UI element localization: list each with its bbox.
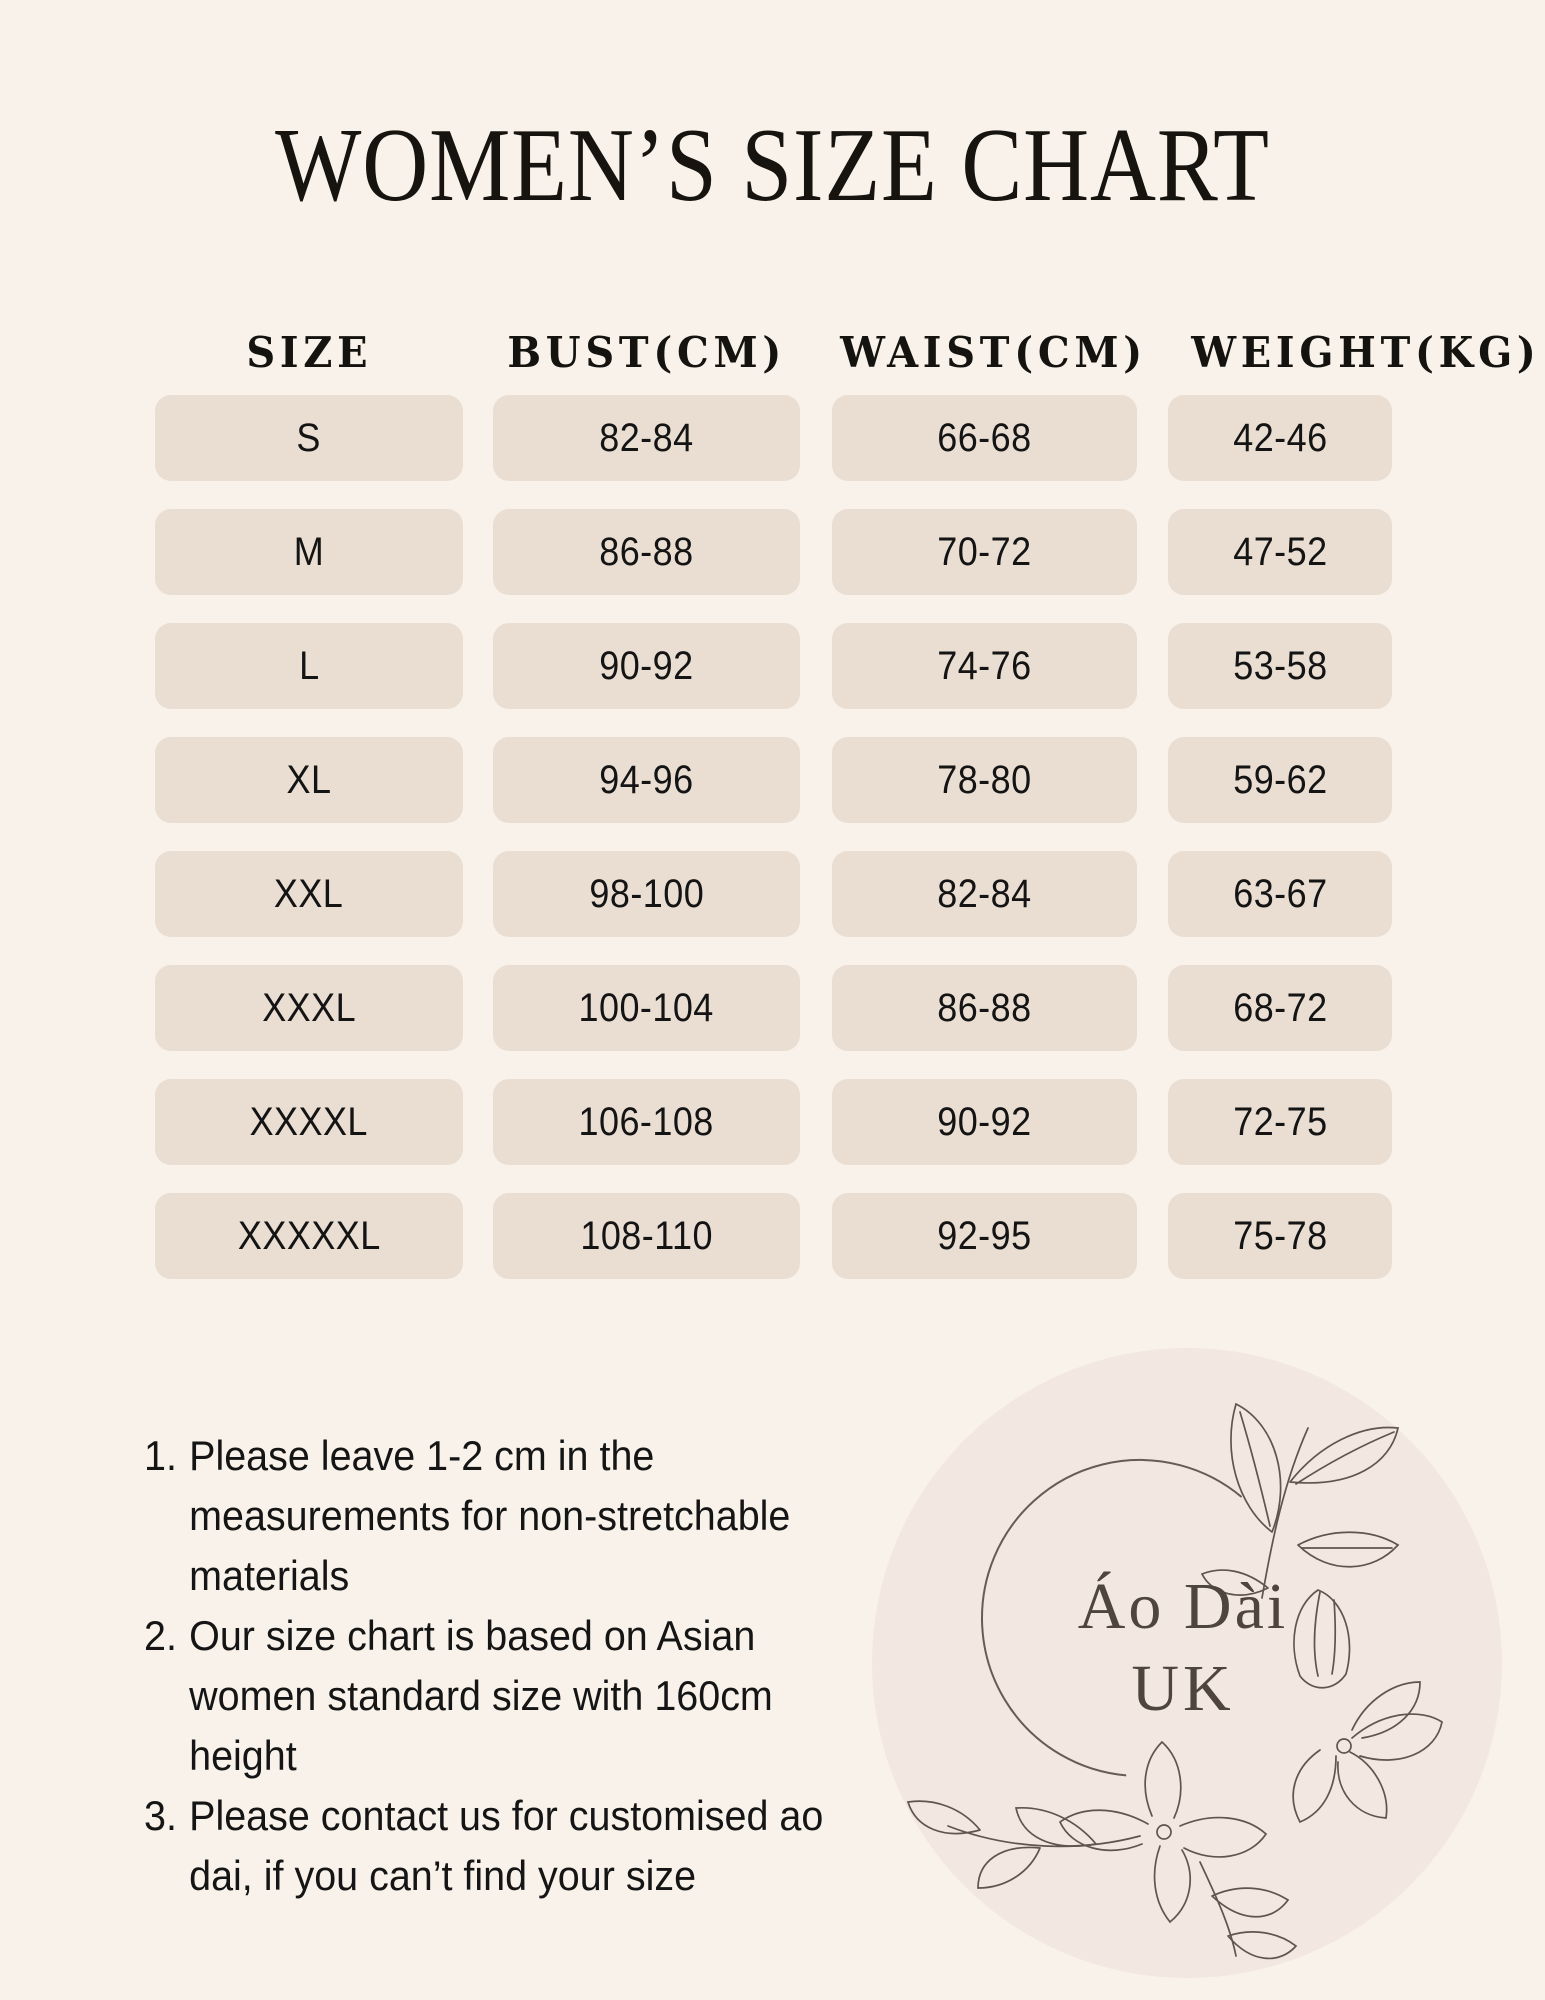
table-cell: 94-96	[493, 737, 800, 823]
table-cell: 90-92	[832, 1079, 1137, 1165]
logo-brand-name: Áo Dài	[1077, 1570, 1289, 1643]
table-cell: 63-67	[1168, 851, 1392, 937]
table-cell: 66-68	[832, 395, 1137, 481]
column-header-weight: WEIGHT(KG)	[1191, 328, 1541, 377]
note-line: materials	[189, 1552, 350, 1599]
note-line: dai, if you can’t find your size	[189, 1852, 697, 1899]
table-cell: 74-76	[832, 623, 1137, 709]
table-cell: 72-75	[1168, 1079, 1392, 1165]
note-line: measurements for non-stretchable	[189, 1492, 791, 1539]
table-cell: 78-80	[832, 737, 1137, 823]
table-cell: 47-52	[1168, 509, 1392, 595]
table-cell: 68-72	[1168, 965, 1392, 1051]
row-label-cell: XXXL	[155, 965, 463, 1051]
column-header-bust: BUST(CM)	[507, 328, 786, 377]
note-item	[144, 1426, 858, 1606]
column-weight	[1168, 318, 1541, 1307]
table-cell: 100-104	[493, 965, 800, 1051]
note-line: Please contact us for customised ao	[189, 1792, 824, 1839]
table-cell: 53-58	[1168, 623, 1392, 709]
note-number: 2.	[144, 1612, 177, 1659]
column-bust	[493, 318, 800, 1307]
page-title: WOMEN’S SIZE CHART	[275, 106, 1270, 223]
column-waist	[832, 318, 1147, 1307]
table-cell: 75-78	[1168, 1193, 1392, 1279]
note-line: Please leave 1-2 cm in the	[189, 1432, 655, 1479]
table-cell: 59-62	[1168, 737, 1392, 823]
note-item	[144, 1786, 858, 1906]
note-number: 1.	[144, 1432, 177, 1479]
row-label-cell: XXXXL	[155, 1079, 463, 1165]
row-label-cell: XXXXXL	[155, 1193, 463, 1279]
table-cell: 106-108	[493, 1079, 800, 1165]
notes-list	[144, 1426, 858, 1906]
table-cell: 98-100	[493, 851, 800, 937]
column-header-size: SIZE	[245, 328, 373, 377]
brand-logo	[850, 1330, 1510, 2000]
note-line: women standard size with 160cm	[189, 1672, 773, 1719]
table-cell: 108-110	[493, 1193, 800, 1279]
column-size	[155, 318, 463, 1307]
note-item	[144, 1606, 858, 1786]
table-cell: 42-46	[1168, 395, 1392, 481]
note-line: height	[189, 1732, 297, 1779]
table-cell: 70-72	[832, 509, 1137, 595]
row-label-cell: XL	[155, 737, 463, 823]
row-label-cell: XXL	[155, 851, 463, 937]
table-cell: 82-84	[832, 851, 1137, 937]
row-label-cell: M	[155, 509, 463, 595]
row-label-cell: S	[155, 395, 463, 481]
note-number: 3.	[144, 1792, 177, 1839]
logo-brand-region: UK	[1131, 1652, 1235, 1725]
table-cell: 92-95	[832, 1193, 1137, 1279]
table-cell: 82-84	[493, 395, 800, 481]
column-header-waist: WAIST(CM)	[840, 328, 1147, 377]
table-cell: 90-92	[493, 623, 800, 709]
table-cell: 86-88	[832, 965, 1137, 1051]
note-line: Our size chart is based on Asian	[189, 1612, 756, 1659]
table-cell: 86-88	[493, 509, 800, 595]
row-label-cell: L	[155, 623, 463, 709]
